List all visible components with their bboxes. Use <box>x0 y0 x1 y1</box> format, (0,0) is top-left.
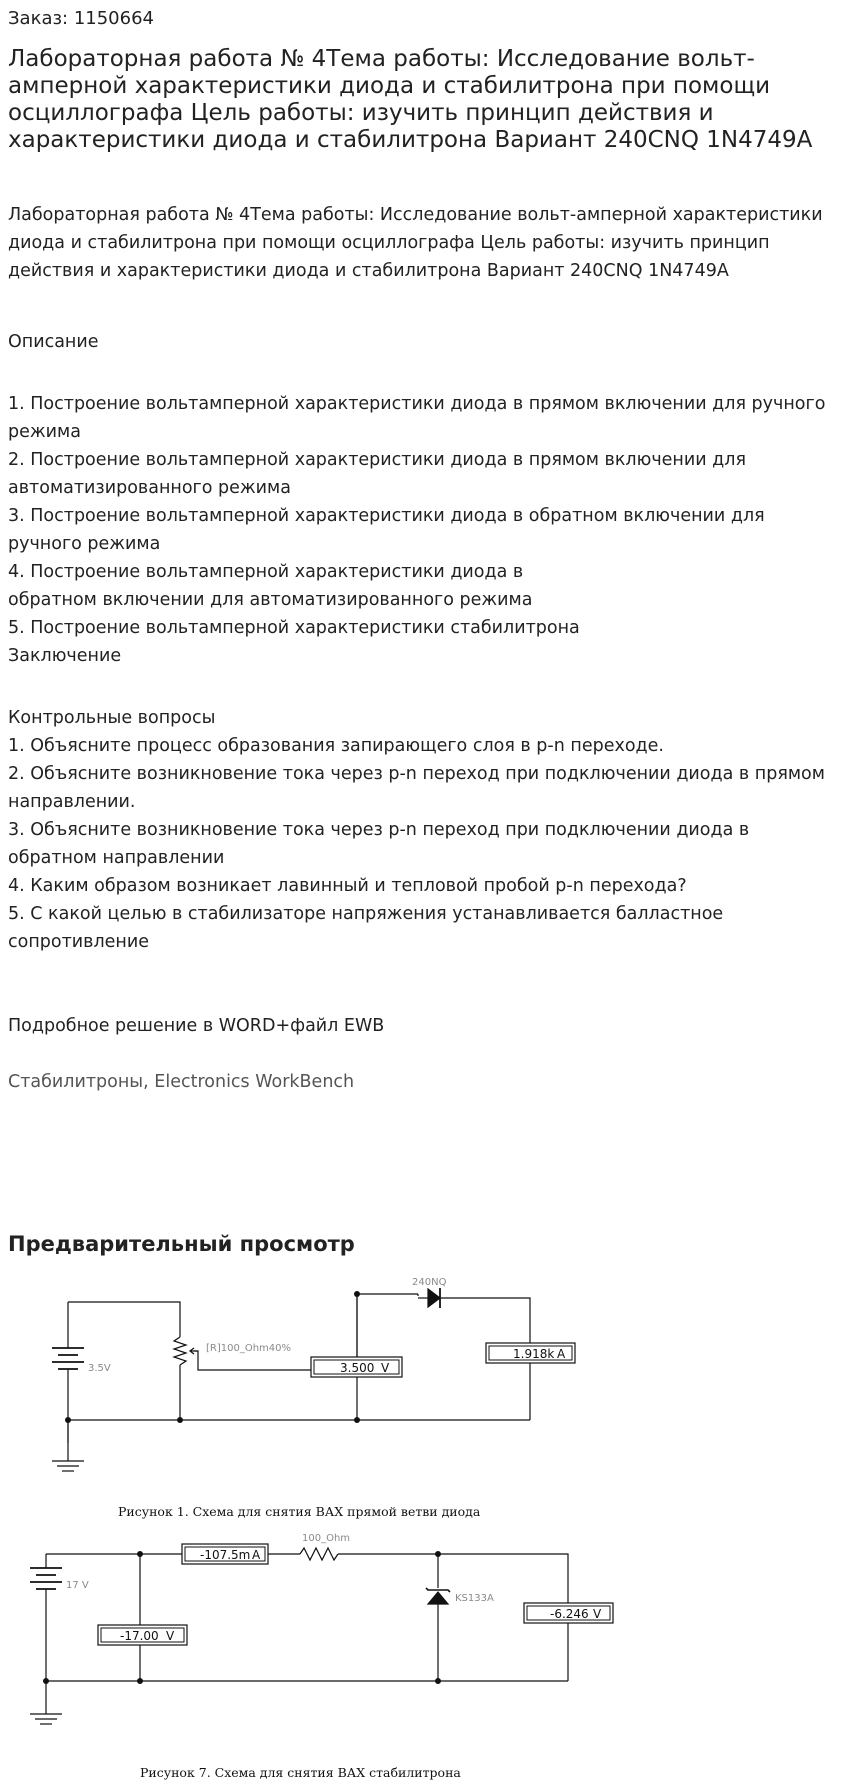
order-number: Заказ: 1150664 <box>8 8 154 29</box>
potentiometer-label: [R]100_Ohm40% <box>206 1343 292 1354</box>
list-item: 4. Построение вольтамперной характеристики диода в <box>8 562 524 582</box>
battery-label: 17 V <box>66 1580 89 1591</box>
tag-separator: , <box>143 1072 149 1092</box>
list-item: 5. С какой целью в стабилизаторе напряжения устанавливается балластное сопротивление <box>8 904 724 952</box>
junction-dot <box>65 1417 71 1423</box>
ammeter-display <box>182 1544 268 1564</box>
description-heading: Описание <box>8 332 99 352</box>
list-item: Заключение <box>8 646 122 666</box>
preview-schematics <box>0 1265 847 1786</box>
list-item: 4. Каким образом возникает лавинный и тепловой пробой p-n перехода? <box>8 876 687 896</box>
voltmeter-display <box>98 1625 187 1645</box>
zener-diode-icon <box>426 1588 450 1604</box>
ground-icon <box>52 1461 84 1471</box>
voltmeter-display <box>311 1357 402 1377</box>
resistor-label: 100_Ohm <box>302 1533 351 1544</box>
diode-icon <box>428 1288 440 1308</box>
junction-dot <box>354 1291 360 1297</box>
questions-list <box>8 704 838 956</box>
figure-2-caption: Рисунок 7. Схема для снятия ВАХ стабилитрона <box>140 1765 461 1780</box>
figure-1-caption: Рисунок 1. Схема для снятия ВАХ прямой ветви диода <box>118 1504 481 1519</box>
tag-link[interactable]: Electronics WorkBench <box>154 1072 355 1092</box>
ground-icon <box>30 1714 62 1724</box>
junction-dot <box>354 1417 360 1423</box>
ammeter-unit: A <box>252 1548 261 1562</box>
ammeter-display <box>486 1343 575 1363</box>
list-item: 1. Построение вольтамперной характеристики диода в прямом включении для ручного режима <box>8 394 826 442</box>
voltmeter-unit: V <box>381 1361 390 1375</box>
junction-dot <box>137 1678 143 1684</box>
list-item: 2. Объясните возникновение тока через p-n переход при подключении диода в прямом направлении. <box>8 764 825 812</box>
figure-2-nodes <box>43 1551 441 1684</box>
battery-label: 3.5V <box>88 1363 111 1374</box>
junction-dot <box>43 1678 49 1684</box>
junction-dot <box>137 1551 143 1557</box>
list-item: 3. Построение вольтамперной характеристики диода в обратном включении для ручного режима <box>8 506 765 554</box>
task-list <box>8 390 838 670</box>
description: Лабораторная работа № 4Тема работы: Исследование вольт-амперной характеристики диода и стабилитрона при помощи осциллографа Цель работы: изучить принцип действия и характеристики диода и стабилитрона Вариант 240CNQ 1N4749A <box>8 205 823 281</box>
zener-label: KS133A <box>455 1593 494 1604</box>
voltmeter-unit: V <box>166 1629 175 1643</box>
voltmeter-display <box>524 1603 613 1623</box>
page-title: Лабораторная работа № 4Тема работы: Исследование вольт-амперной характеристики диода и стабилитрона при помощи осциллографа Цель работы: изучить принцип действия и характеристики диода и стабилитрона Вариант 240CNQ 1N4749A <box>8 46 813 153</box>
battery-icon <box>52 1348 84 1369</box>
ammeter-value: -107.5m <box>200 1548 251 1562</box>
junction-dot <box>435 1551 441 1557</box>
list-item: обратном включении для автоматизированного режима <box>8 590 533 610</box>
voltmeter-value: 3.500 <box>340 1361 375 1375</box>
junction-dot <box>177 1417 183 1423</box>
battery-icon <box>30 1568 62 1589</box>
diode-label: 240NQ <box>412 1277 447 1288</box>
solution-note: Подробное решение в WORD+файл EWB <box>8 1016 385 1036</box>
voltmeter-value: -6.246 <box>550 1607 589 1621</box>
list-item: 2. Построение вольтамперной характеристики диода в прямом включении для автоматизированного режима <box>8 450 746 498</box>
figure-1-circuit <box>52 1288 530 1471</box>
voltmeter-unit: V <box>593 1607 602 1621</box>
potentiometer-icon <box>174 1337 186 1365</box>
ammeter-unit: A <box>557 1347 566 1361</box>
list-item: 1. Объясните процесс образования запирающего слоя в p-n переходе. <box>8 736 664 756</box>
list-item: 5. Построение вольтамперной характеристики стабилитрона <box>8 618 580 638</box>
preview-heading: Предварительный просмотр <box>8 1232 355 1256</box>
list-item: 3. Объясните возникновение тока через p-n переход при подключении диода в обратном направлении <box>8 820 750 868</box>
junction-dot <box>435 1678 441 1684</box>
voltmeter-value: -17.00 <box>120 1629 159 1643</box>
tag-link[interactable]: Стабилитроны <box>8 1072 144 1092</box>
ammeter-value: 1.918k <box>513 1347 555 1361</box>
tags <box>8 1072 354 1092</box>
questions-heading: Контрольные вопросы <box>8 708 216 728</box>
resistor-icon <box>300 1548 338 1560</box>
